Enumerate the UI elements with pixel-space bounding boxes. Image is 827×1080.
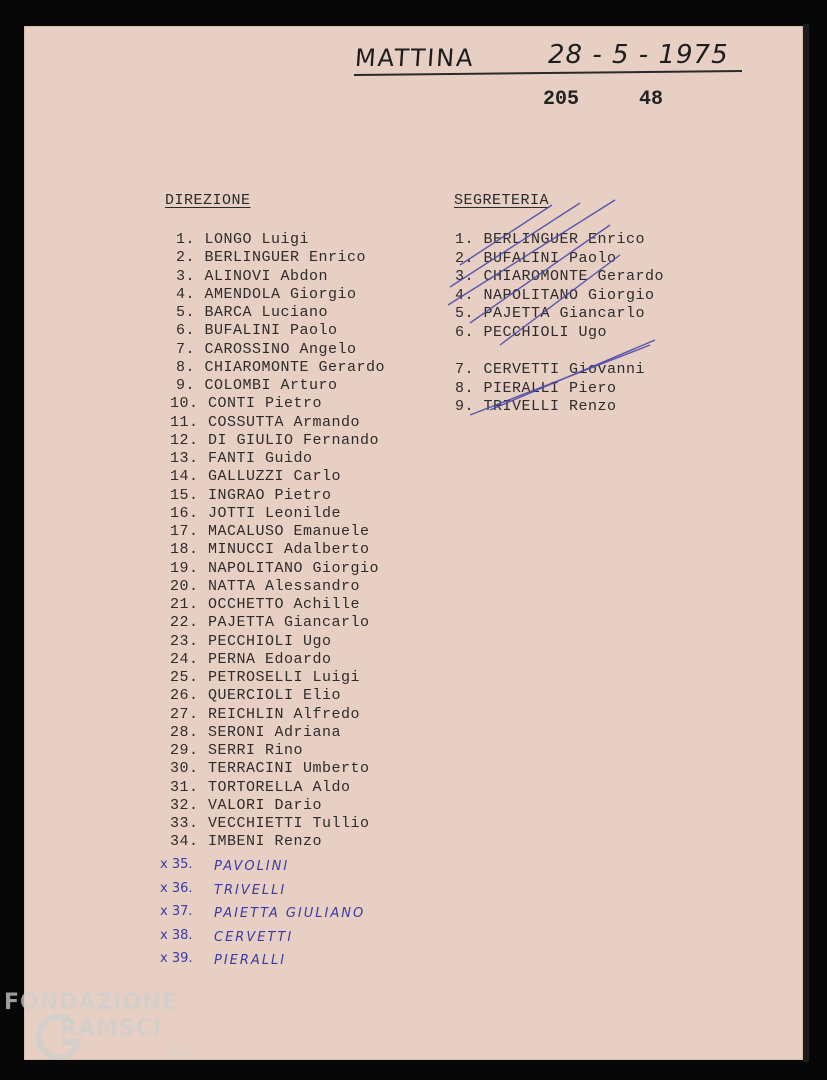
member-number: 5. [176,304,196,321]
member-number: 28. [170,723,199,741]
member-name: COSSUTTA Armando [208,413,361,431]
member-name: IMBENI Renzo [208,833,323,851]
member-name: PERNA Edoardo [208,650,332,668]
direzione-row [170,468,341,485]
direzione-row [176,359,385,376]
member-name: SERRI Rino [208,742,304,759]
member-name: BUFALINI Paolo [483,249,617,267]
member-number: 19. [170,559,199,577]
member-name: BERLINGUER Enrico [204,249,367,267]
handwritten-number: x 39. [160,951,193,966]
member-number: 22. [170,614,199,632]
member-number: 16. [170,504,199,522]
member-number: 27. [170,705,199,723]
member-number: 20. [170,577,199,595]
member-name: JOTTI Leonilde [208,504,342,522]
member-name: VECCHIETTI Tullio [208,815,370,832]
member-name: ALINOVI Abdon [204,267,329,285]
handwritten-name: PAIETTA GIULIANO [214,906,366,921]
direzione-row [170,414,360,431]
direzione-row [170,578,360,595]
member-name: INGRAO Pietro [208,486,332,504]
member-name: TERRACINI Umberto [208,760,370,778]
direzione-row [170,560,379,577]
member-name: CERVETTI Giovanni [483,361,646,378]
member-name: MACALUSO Emanuele [208,523,370,540]
direzione-row [170,523,370,540]
member-number: 17. [170,523,199,540]
direzione-row [170,815,370,832]
direzione-row [176,249,366,266]
watermark-line1: FONDAZIONE [4,990,178,1015]
member-name: NAPOLITANO Giorgio [208,559,380,577]
member-number: 3. [176,267,196,285]
member-number: 31. [170,778,199,796]
member-number: 21. [170,596,199,613]
handwritten-number: x 35. [160,857,193,872]
direzione-row [170,833,322,850]
member-number: 12. [170,431,199,449]
member-name: LONGO Luigi [204,231,310,248]
watermark-line2: RAMSCI [60,1016,163,1041]
member-number: 2. [455,249,475,267]
direzione-row [176,341,357,358]
number-left: 205 [543,88,580,111]
member-name: PAJETTA Giancarlo [208,614,370,632]
member-number: 1. [176,231,196,248]
watermark-logo [4,990,214,1070]
member-number: 6. [176,322,196,340]
member-number: 23. [170,632,199,650]
member-name: CAROSSINO Angelo [204,340,357,358]
member-number: 14. [170,468,199,486]
session-label: MATTINA [354,44,476,72]
member-number: 29. [170,742,199,759]
direzione-row [170,505,341,522]
handwritten-name: PAVOLINI [214,859,290,874]
member-number: 34. [170,833,199,851]
direzione-row [170,432,379,449]
direzione-row [170,742,303,759]
direzione-row [170,614,370,631]
handwritten-name: TRIVELLI [214,882,287,898]
member-name: REICHLIN Alfredo [208,705,361,723]
member-number: 10. [170,395,199,413]
member-name: AMENDOLA Giorgio [204,285,357,303]
direzione-heading: DIREZIONE [165,192,251,209]
watermark-suffix: onlus [166,1048,191,1058]
member-number: 4. [176,285,196,303]
direzione-row [170,633,332,650]
member-number: 7. [176,340,196,358]
direzione-row [170,541,370,558]
member-number: 6. [455,323,475,341]
direzione-row [170,395,322,412]
member-number: 32. [170,796,199,814]
direzione-row [170,760,370,777]
member-number: 33. [170,815,199,832]
member-name: VALORI Dario [208,796,323,814]
member-name: CHIAROMONTE Gerardo [204,358,386,376]
member-number: 11. [170,413,199,431]
member-name: FANTI Guido [208,450,313,467]
member-number: 9. [176,377,196,394]
member-number: 2. [176,249,196,267]
member-number: 15. [170,486,199,504]
member-name: PIERALLI Piero [483,379,617,397]
handwritten-number: x 38. [160,927,193,943]
handwritten-name: CERVETTI [214,929,294,945]
direzione-row [170,487,332,504]
number-right: 48 [639,88,664,111]
strike-marks [440,195,680,425]
member-name: CONTI Pietro [208,395,323,413]
member-name: COLOMBI Arturo [204,377,338,394]
member-name: TORTORELLA Aldo [208,778,351,796]
segreteria-heading: SEGRETERIA [454,192,550,209]
member-number: 8. [455,379,475,397]
direzione-row [176,268,328,285]
member-number: 26. [170,687,199,705]
member-name: BUFALINI Paolo [204,322,338,340]
direzione-row [176,286,357,303]
member-number: 1. [455,231,475,248]
member-number: 30. [170,760,199,778]
direzione-row [176,322,338,339]
member-number: 24. [170,650,199,668]
member-number: 25. [170,669,199,686]
member-number: 5. [455,305,475,322]
document-page [24,26,803,1060]
member-name: GALLUZZI Carlo [208,468,342,486]
member-name: OCCHETTO Achille [208,596,361,613]
member-name: PECCHIOLI Ugo [483,323,608,341]
member-name: NATTA Alessandro [208,577,361,595]
direzione-row [170,596,360,613]
direzione-row [176,377,338,394]
member-name: PAJETTA Giancarlo [483,305,646,322]
direzione-row [170,450,313,467]
handwritten-number: x 36. [160,880,193,896]
member-name: BARCA Luciano [204,304,329,321]
direzione-row [170,669,360,686]
direzione-row [170,687,341,704]
member-name: CHIAROMONTE Gerardo [483,268,665,285]
member-name: DI GIULIO Fernando [208,431,380,449]
member-name: QUERCIOLI Elio [208,687,342,705]
member-number: 9. [455,398,475,415]
member-number: 18. [170,541,199,559]
direzione-row [170,706,360,723]
member-name: MINUCCI Adalberto [208,541,370,559]
member-name: BERLINGUER Enrico [483,231,646,248]
direzione-row [170,651,332,668]
handwritten-name: PIERALLI [214,953,287,968]
direzione-row [170,779,351,796]
handwritten-number: x 37. [160,904,193,919]
member-number: 13. [170,450,199,467]
member-name: PETROSELLI Luigi [208,669,361,686]
member-number: 4. [455,286,475,304]
member-number: 3. [455,268,475,285]
direzione-row [170,797,322,814]
member-name: SERONI Adriana [208,723,342,741]
direzione-row [170,724,341,741]
member-name: PECCHIOLI Ugo [208,632,332,650]
direzione-row [176,231,309,248]
member-name: NAPOLITANO Giorgio [483,286,655,304]
page-edge [803,24,809,1062]
member-number: 8. [176,358,196,376]
member-name: TRIVELLI Renzo [483,398,617,415]
member-number: 7. [455,361,475,378]
direzione-row [176,304,328,321]
session-date: 28 - 5 - 1975 [548,40,729,70]
